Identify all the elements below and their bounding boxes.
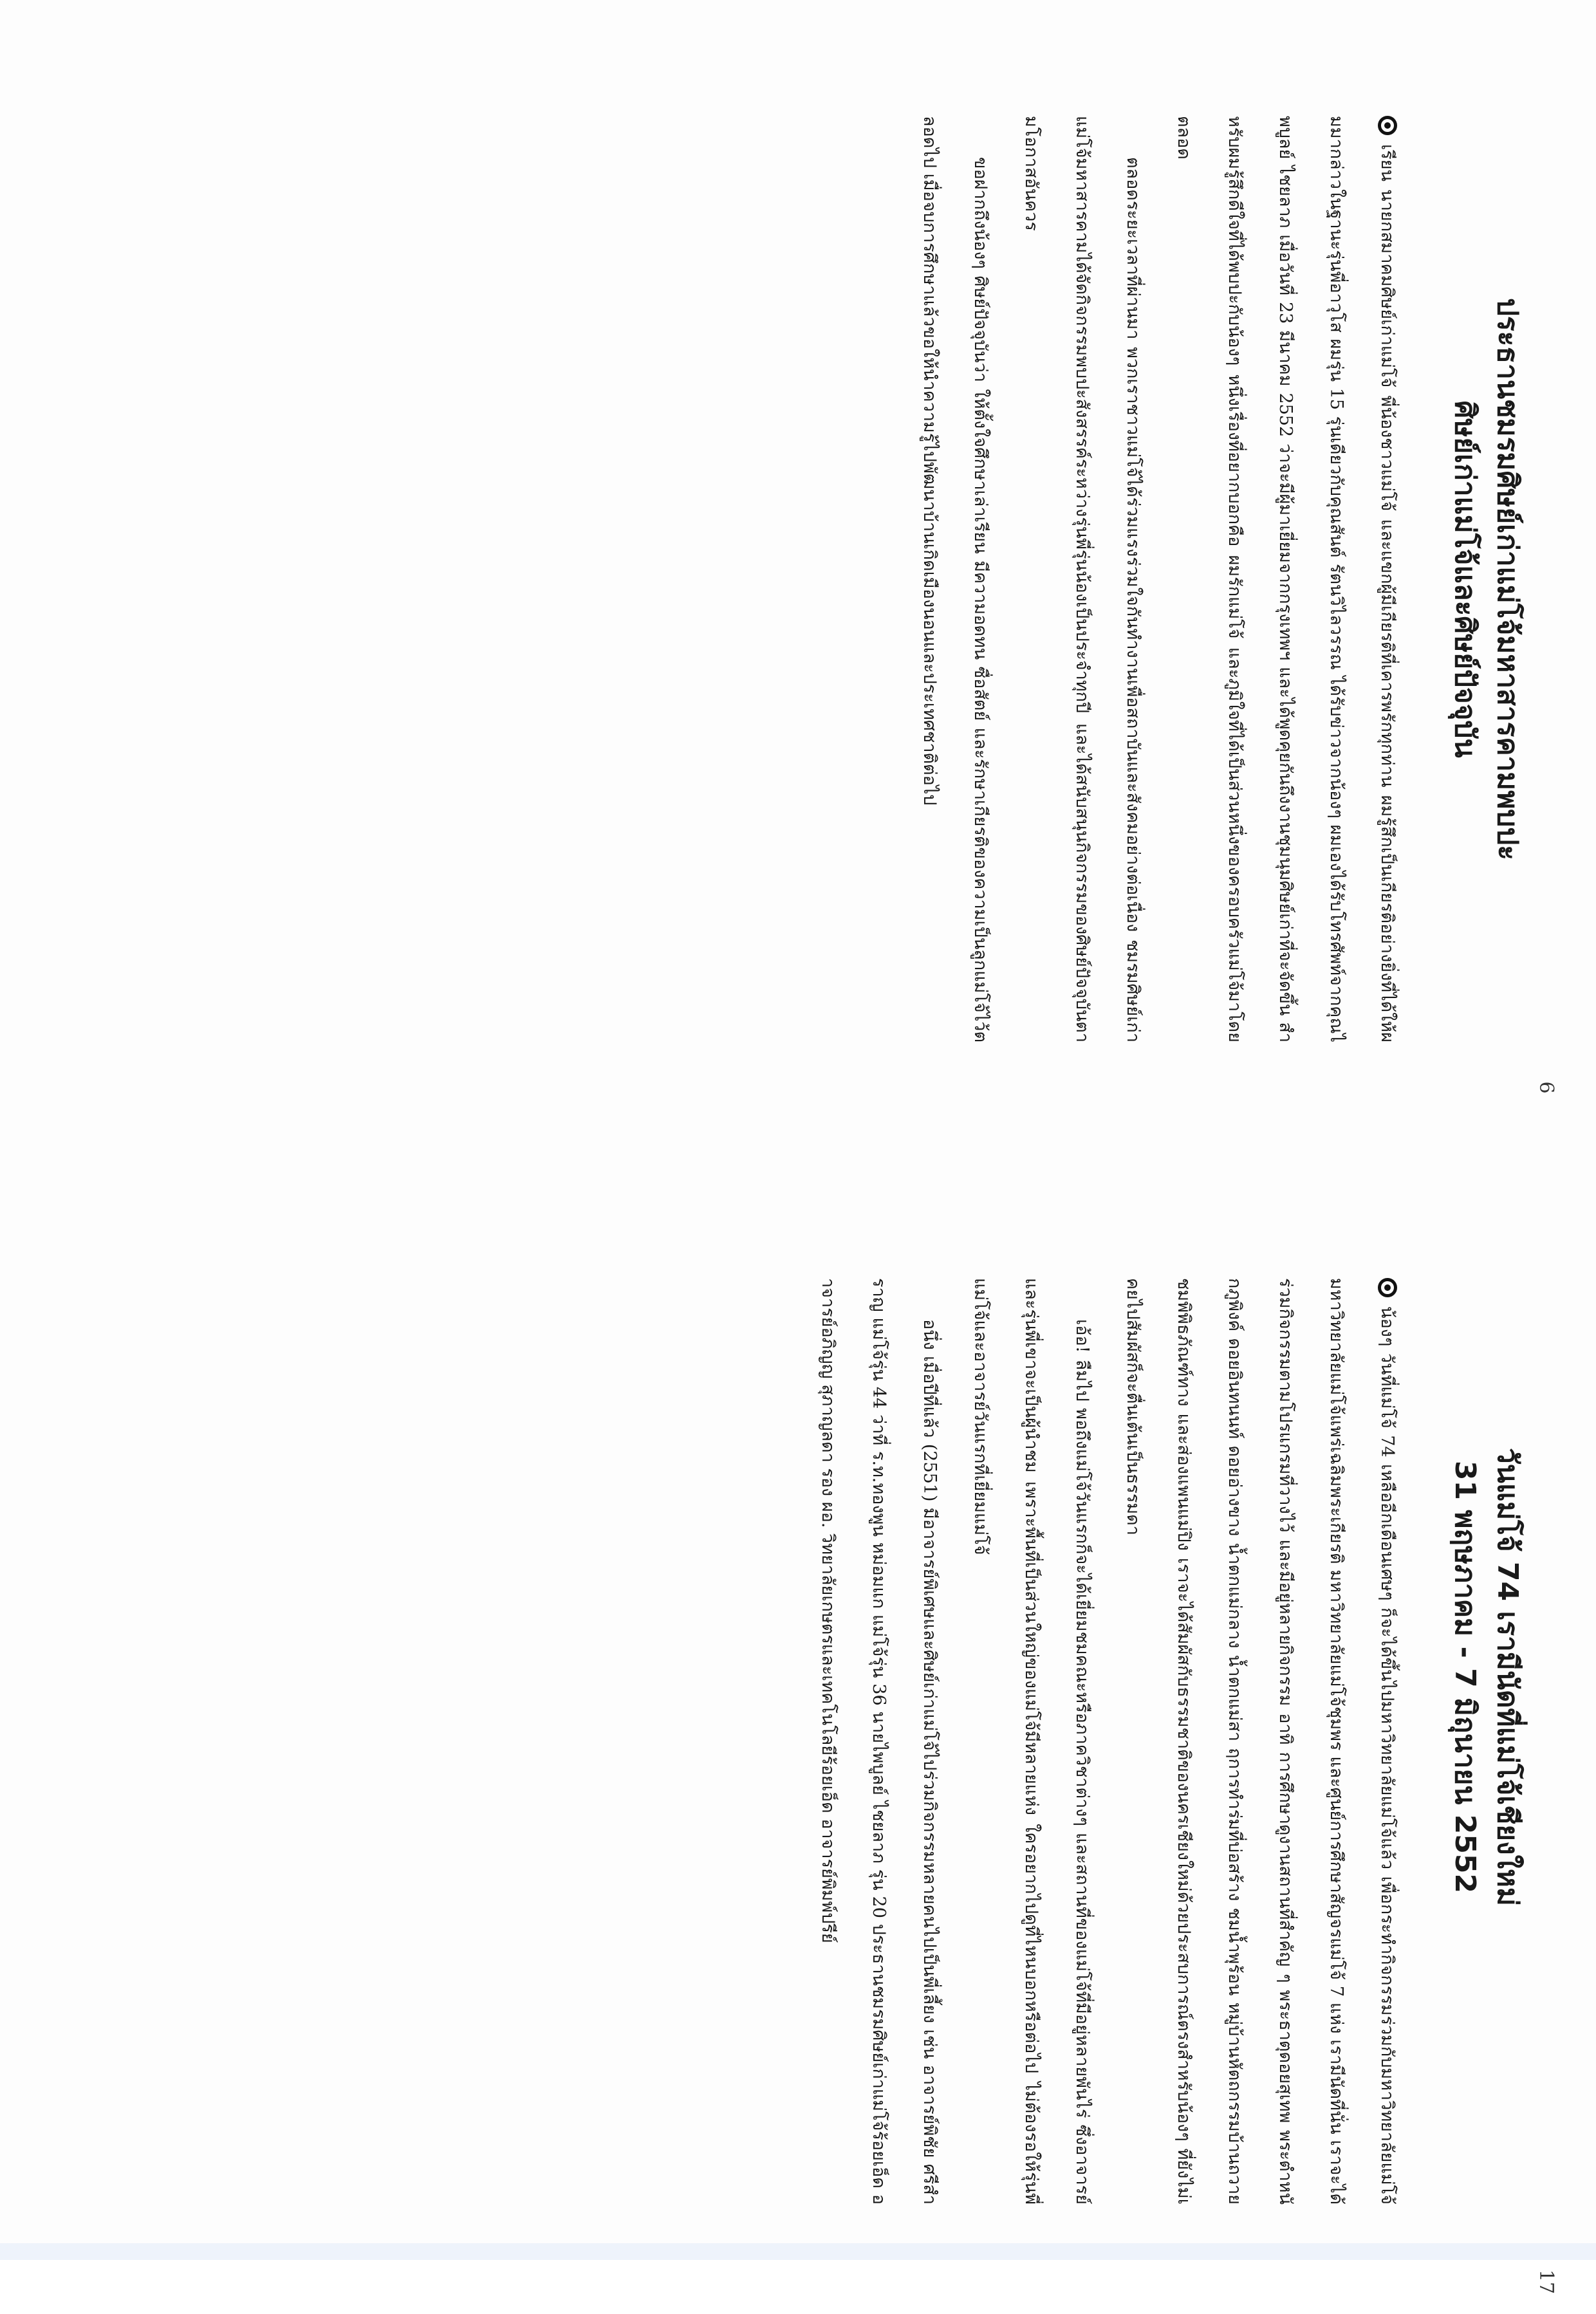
article-body [803, 1278, 1413, 2205]
right-page [0, 1130, 1596, 2295]
target-bullet-icon [1378, 1278, 1397, 1297]
title-line-1: ประธานชมรมศิษย์เก่าแม่โจ้มหาสารคามพบปะ [1491, 298, 1524, 860]
paragraph: อนึ่ง เมื่อปีที่แล้ว (2551) มีอาจารย์พิเศษและศิษย์เก่าแม่โจ้ไปร่วมกิจกรรมหลายคนไปเป็นพี่เลี้ยง เช่น อาจารย์พิชัย ศรีสำราญ แม่โจ้รุ่น 44 ว่าที่ ร.ท.ทองพูน หม่อมแก แม่โจ้รุ่น 36 นายไพบูลย์ ไชยลาภ รุ่น 20 ประธานชมรมศิษย์เก่าแม่โจ้ร้อยเอ็ด อาจารย์อภิญญ สุภาญลดา รอง ผอ. วิทยาลัยเกษตรและเทคโนโลยีร้อยเอ็ด อาจารย์พิมพ์ปรีย์ [818, 1278, 940, 2205]
paragraph-text: น้องๆ วันที่แม่โจ้ 74 เหลืออีกเดือนเศษๆ ก็จะได้ขึ้นไปมหาวิทยาลัยแม่โจ้แล้ว เพื่อกระทำกิจกรรมร่วมกับมหาวิทยาลัยแม่โจ้ มหาวิทยาลัยแม่โจ้แพร่เฉลิมพระเกียรติ มหาวิทยาลัยแม่โจ้ชุมพร และศูนย์การศึกษาสัญจรแม่โจ้ 7 แห่ง เรามีนัดที่นั่น เราจะได้ร่วมกิจกรรมตามโปรแกรมที่วางไว้ และมีอยู่หลายกิจกรรม อาทิ การศึกษาดูงานสถานที่สำคัญ ๆ พระธาตุดอยสุเทพ พระตำหนักภูพิงค์ ดอยอินทนนท์ ดอยอ่างขาง น้ำตกแม่กลาง น้ำตกแม่สา ฤการทำร่มที่บ่อสร้าง ชมน้ำพุร้อน หมู่บ้านหัตถกรรมบ้านถวาย ชมพิพิธภัณฑ์ทาง และส่องแพนแม่ปิง เราจะได้สัมผัสกับธรรมชาติของนครเชียงใหม่ด้วยประสบการณ์ตรงสำหรับน้องๆ ที่ยังไม่เคยไปสัมผัสก็จะตื่นเต้นเป็นธรรมดา [1123, 1278, 1397, 2205]
paragraph: เอ้อ! ลืมไป พอถึงแม่โจ้วันแรกก็จะได้เยี่ยมชมคณะหรือภาควิชาต่างๆ และสถานที่ของแม่โจ้ที่มีอยู่หลายพันไร่ ซึ่งอาจารย์และรุ่นพี่เขาจะเป็นผู้นำชม เพราะพื้นที่เป็นส่วนใหญ่ของแม่โจ้มีหลายแห่ง ใครอยากไปดูที่ไหนบอกหรือต่อไป ไม่ต้องรอให้รุ่นพี่แม่โจ้และอาจารย์วันแรกที่เยี่ยมแม่โจ้ [970, 1278, 1092, 2205]
title-line-1: วันแม่โจ้ 74 เรามีนัดที่แม่โจ้เชียงใหม่ [1491, 1448, 1524, 1906]
scan-edge-strip [0, 2243, 1596, 2260]
paragraph [1108, 1278, 1413, 2205]
page-number: 6 [1535, 1081, 1557, 1094]
paragraph [1158, 116, 1413, 1042]
target-bullet-icon [1378, 116, 1397, 135]
paragraph: ตลอดระยะเวลาที่ผ่านมา พวกเราชาวแม่โจ้ได้ร่วมแรงร่วมใจกันทำงานเพื่อสถาบันและสังคมอย่างต่อเนื่อง ชมรมศิษย์เก่าแม่โจ้มหาสารคามได้จัดกิจกรรมพบปะสังสรรค์ระหว่างรุ่นพี่รุ่นน้องเป็นประจำทุกปี และได้สนับสนุนกิจกรรมของศิษย์ปัจจุบันตามโอกาสอันควร [1021, 116, 1143, 1042]
page-title [1443, 1194, 1528, 2160]
page-title [1443, 97, 1528, 1062]
page-number: 17 [1535, 2269, 1557, 2295]
title-line-2: ศิษย์เก่าแม่โจ้และศิษย์ปัจจุบัน [1449, 400, 1481, 758]
title-line-2: 31 พฤษภาคม - 7 มิถุนายน 2552 [1449, 1460, 1481, 1894]
left-page [0, 0, 1596, 1130]
paragraph: ขอฝากถึงน้องๆ ศิษย์ปัจจุบันว่า ให้ตั้งใจศึกษาเล่าเรียน มีความอดทน ซื่อสัตย์ และรักษาเกียรติของความเป็นลูกแม่โจ้ไว้ตลอดไป เมื่อจบการศึกษาแล้วขอให้นำความรู้ไปพัฒนาบ้านเกิดเมืองนอนและประเทศชาติต่อไป [920, 116, 990, 1042]
paragraph-text: เรียน นายกสมาคมศิษย์เก่าแม่โจ้ พี่น้องชาวแม่โจ้ และแขกผู้มีเกียรติที่เคารพรักทุกท่าน ผมรู้สึกเป็นเกียรติอย่างยิ่งที่ได้ให้ผมมากล่าวในฐานะรุ่นพี่อาวุโส ผมรุ่น 15 รุ่นเดียวกับคุณสันต์ รัตนวิไลวรรณ ได้รับข่าวจากน้องๆ ผมเองได้รับโทรศัพท์จากคุณไพบูลย์ ไชยลาภ เมื่อวันที่ 23 มีนาคม 2552 ว่าจะมีผู้มาเยี่ยมจากกรุงเทพฯ และได้พูดคุยกันถึงงานชุมนุมศิษย์เก่าที่จะจัดขึ้น สำหรับผมรู้สึกดีใจที่ได้พบปะกับน้องๆ หนึ่งเรื่องที่อยากบอกคือ ผมรักแม่โจ้ และภูมิใจที่ได้เป็นส่วนหนึ่งของครอบครัวแม่โจ้มาโดยตลอด [1174, 116, 1397, 1042]
article-body [904, 116, 1413, 1042]
